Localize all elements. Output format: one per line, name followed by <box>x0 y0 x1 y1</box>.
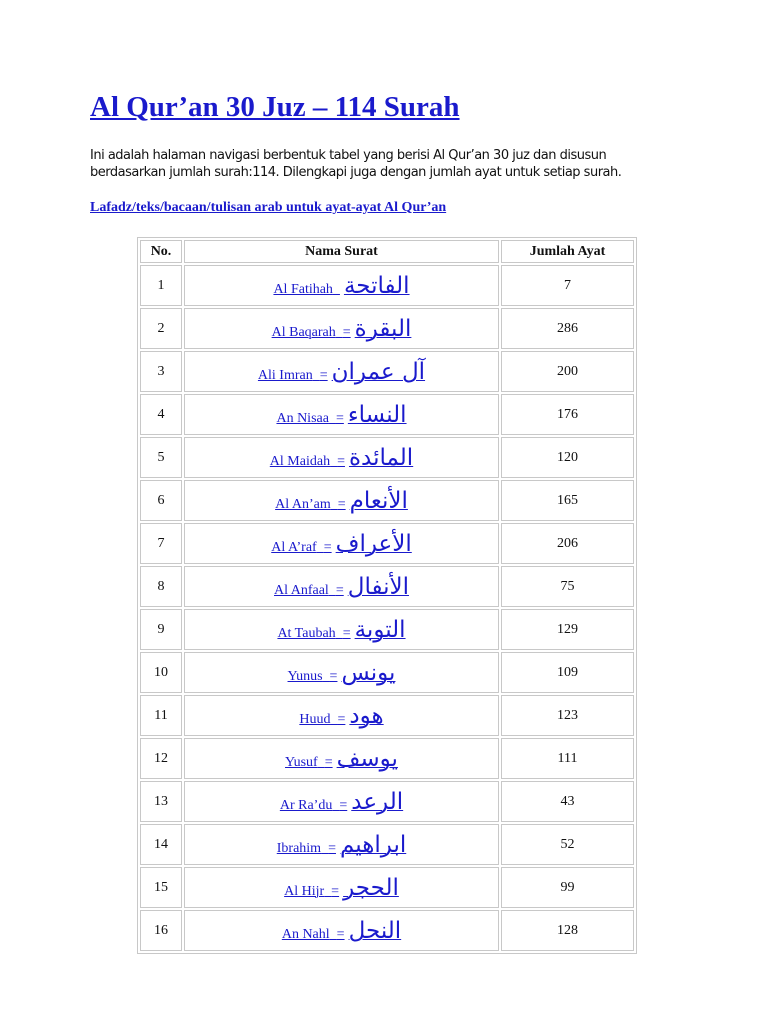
surah-number: 16 <box>140 910 182 951</box>
surah-link[interactable] <box>285 745 398 772</box>
surah-arabic-name: الأعراف <box>335 530 412 557</box>
surah-number: 15 <box>140 867 182 908</box>
surah-link[interactable] <box>276 401 407 428</box>
surah-arabic-name: هود <box>349 702 384 729</box>
surah-name-cell <box>184 480 499 521</box>
surah-number: 4 <box>140 394 182 435</box>
surah-number: 12 <box>140 738 182 779</box>
table-row <box>140 437 634 478</box>
surah-arabic-name: التوبة <box>354 616 406 643</box>
surah-latin-name: Ibrahim <box>276 840 322 856</box>
surah-latin-name: Al An’am <box>275 496 331 512</box>
header-ayat: Jumlah Ayat <box>501 240 634 263</box>
surah-link[interactable] <box>271 530 412 557</box>
ayat-count: 43 <box>501 781 634 822</box>
surah-name-cell <box>184 437 499 478</box>
surah-arabic-name: البقرة <box>354 315 412 342</box>
table-row <box>140 652 634 693</box>
ayat-count: 200 <box>501 351 634 392</box>
equals-sign: = <box>336 926 345 942</box>
page-title[interactable]: Al Qur’an 30 Juz – 114 Surah <box>90 91 460 123</box>
table-row <box>140 480 634 521</box>
surah-name-cell <box>184 523 499 564</box>
surah-link[interactable] <box>276 831 407 858</box>
equals-sign: = <box>337 711 346 727</box>
surah-name-cell <box>184 308 499 349</box>
ayat-count: 165 <box>501 480 634 521</box>
ayat-count: 120 <box>501 437 634 478</box>
surah-number: 1 <box>140 265 182 306</box>
surah-latin-name: Yusuf <box>285 754 318 770</box>
surah-link[interactable] <box>257 358 426 385</box>
surah-arabic-name: النحل <box>348 917 402 944</box>
table-row <box>140 781 634 822</box>
surah-number: 14 <box>140 824 182 865</box>
surah-name-cell <box>184 394 499 435</box>
surah-name-cell <box>184 738 499 779</box>
surah-link[interactable] <box>269 444 414 471</box>
surah-latin-name: An Nisaa <box>276 410 329 426</box>
table-row <box>140 566 634 607</box>
ayat-count: 129 <box>501 609 634 650</box>
surah-name-cell <box>184 652 499 693</box>
surah-link[interactable] <box>287 659 396 686</box>
equals-sign: = <box>335 410 344 426</box>
equals-sign: = <box>342 625 351 641</box>
surah-arabic-name: المائدة <box>348 444 414 471</box>
table-row <box>140 394 634 435</box>
surah-arabic-name: يونس <box>341 659 396 686</box>
surah-number: 8 <box>140 566 182 607</box>
equals-sign: = <box>323 539 332 555</box>
table-row <box>140 523 634 564</box>
ayat-count: 286 <box>501 308 634 349</box>
surah-arabic-name: الأنفال <box>347 573 409 600</box>
surah-name-cell <box>184 609 499 650</box>
surah-name-cell <box>184 867 499 908</box>
surah-latin-name: Ali Imran <box>257 367 313 383</box>
table-row <box>140 910 634 951</box>
surah-latin-name: Al Anfaal <box>274 582 329 598</box>
ayat-count: 123 <box>501 695 634 736</box>
surah-number: 5 <box>140 437 182 478</box>
surah-link[interactable] <box>274 573 409 600</box>
table-row <box>140 308 634 349</box>
surah-link[interactable] <box>273 272 410 299</box>
table-row <box>140 351 634 392</box>
surah-arabic-name: يوسف <box>336 745 398 772</box>
table-body <box>140 265 634 951</box>
surah-arabic-name: الرعد <box>351 788 404 815</box>
equals-sign: = <box>342 324 351 340</box>
surah-arabic-name: الحجر <box>343 874 399 901</box>
table-row <box>140 265 634 306</box>
surah-number: 13 <box>140 781 182 822</box>
surah-link[interactable] <box>281 917 402 944</box>
equals-sign: = <box>335 582 344 598</box>
surah-latin-name: Ar Ra’du <box>279 797 333 813</box>
surah-number: 9 <box>140 609 182 650</box>
surah-name-cell <box>184 695 499 736</box>
surah-latin-name: Al Maidah <box>269 453 331 469</box>
surah-arabic-name: آل عمران <box>331 358 426 385</box>
ayat-count: 206 <box>501 523 634 564</box>
table-row <box>140 867 634 908</box>
ayat-count: 111 <box>501 738 634 779</box>
surah-latin-name: Al Hijr <box>284 883 325 899</box>
table-row <box>140 824 634 865</box>
surah-latin-name: Al Fatihah <box>273 281 333 297</box>
surah-number: 3 <box>140 351 182 392</box>
surah-latin-name: At Taubah <box>277 625 336 641</box>
arabic-text-link[interactable]: Lafadz/teks/bacaan/tulisan arab untuk ayat-ayat Al Qur’an <box>90 200 447 215</box>
equals-sign: = <box>331 883 340 899</box>
surah-latin-name: Al A’raf <box>271 539 317 555</box>
ayat-count: 7 <box>501 265 634 306</box>
ayat-count: 52 <box>501 824 634 865</box>
surah-name-cell <box>184 910 499 951</box>
surah-name-cell <box>184 265 499 306</box>
surah-arabic-name: ابراهيم <box>339 831 407 858</box>
surah-table <box>137 237 637 954</box>
equals-sign: = <box>339 797 348 813</box>
ayat-count: 99 <box>501 867 634 908</box>
ayat-count: 75 <box>501 566 634 607</box>
equals-sign: = <box>329 668 338 684</box>
ayat-count: 176 <box>501 394 634 435</box>
surah-name-cell <box>184 824 499 865</box>
surah-latin-name: Al Baqarah <box>271 324 336 340</box>
equals-sign: = <box>319 367 328 383</box>
table-row <box>140 609 634 650</box>
surah-number: 11 <box>140 695 182 736</box>
ayat-count: 128 <box>501 910 634 951</box>
surah-link[interactable] <box>284 874 399 901</box>
table-header-row <box>140 240 634 263</box>
intro-paragraph: Ini adalah halaman navigasi berbentuk tabel yang berisi Al Qur’an 30 juz dan disusun berdasarkan jumlah surah:114. Dilengkapi juga dengan jumlah ayat untuk setiap surah. <box>90 148 622 180</box>
surah-link[interactable] <box>275 487 408 514</box>
equals-sign: = <box>337 496 346 512</box>
surah-name-cell <box>184 566 499 607</box>
surah-link[interactable] <box>277 616 406 643</box>
surah-arabic-name: النساء <box>347 401 407 428</box>
ayat-count: 109 <box>501 652 634 693</box>
header-name: Nama Surat <box>184 240 499 263</box>
surah-number: 10 <box>140 652 182 693</box>
surah-arabic-name: الفاتحة <box>343 272 410 299</box>
surah-arabic-name: الأنعام <box>349 487 408 514</box>
surah-number: 7 <box>140 523 182 564</box>
equals-sign: = <box>328 840 336 856</box>
header-no: No. <box>140 240 182 263</box>
surah-number: 6 <box>140 480 182 521</box>
surah-latin-name: An Nahl <box>281 926 330 942</box>
surah-latin-name: Yunus <box>287 668 323 684</box>
table-row <box>140 738 634 779</box>
surah-number: 2 <box>140 308 182 349</box>
equals-sign: = <box>324 754 333 770</box>
surah-latin-name: Huud <box>299 711 331 727</box>
equals-sign: = <box>337 453 345 469</box>
surah-link[interactable] <box>271 315 412 342</box>
surah-link[interactable] <box>299 702 384 729</box>
surah-link[interactable] <box>279 788 404 815</box>
table-row <box>140 695 634 736</box>
surah-name-cell <box>184 351 499 392</box>
surah-name-cell <box>184 781 499 822</box>
